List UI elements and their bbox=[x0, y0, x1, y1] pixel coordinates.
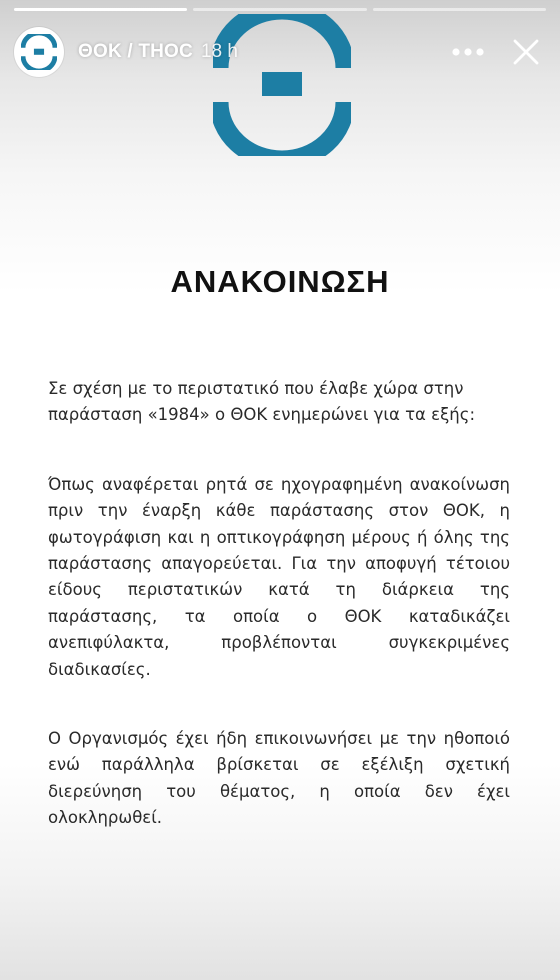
post-time: 18 h bbox=[200, 41, 238, 62]
more-options-button[interactable] bbox=[446, 30, 490, 74]
progress-segment bbox=[14, 8, 187, 11]
announcement-paragraph: Όπως αναφέρεται ρητά σε ηχογραφημένη ανακοίνωση πριν την έναρξη κάθε παράστασης στον ΘΟΚ, η φωτογράφιση και η οπτικογράφηση μέρους ή όλης της παράστασης απαγορεύεται. Για την αποφυγή τέτοιου είδους περιστατικών κατά τη διάρκεια της παράστασης, τα οποία ο ΘΟΚ καταδικάζει ανεπιφύλακτα, προβλέπονται συγκεκριμένες διαδικασίες. bbox=[48, 474, 510, 679]
progress-segment bbox=[373, 8, 546, 11]
story-progress bbox=[14, 8, 546, 11]
announcement-body bbox=[48, 376, 510, 832]
thoc-logo-icon bbox=[21, 34, 57, 70]
avatar[interactable] bbox=[14, 27, 64, 77]
close-icon bbox=[512, 38, 540, 66]
story-header bbox=[14, 26, 546, 78]
account-name[interactable]: ΘΟΚ / THOC bbox=[78, 41, 193, 62]
announcement-title: ΑΝΑΚΟΙΝΩΣΗ bbox=[170, 264, 390, 299]
progress-segment bbox=[193, 8, 366, 11]
announcement-paragraph: Ο Οργανισμός έχει ήδη επικοινωνήσει με την ηθοποιό ενώ παράλληλα βρίσκεται σε εξέλιξη σχετική διερεύνηση του θέματος, η οποία δεν έχει ολοκληρωθεί. bbox=[48, 729, 510, 828]
progress-fill bbox=[14, 8, 187, 11]
close-button[interactable] bbox=[506, 32, 546, 72]
more-dots-icon bbox=[451, 47, 485, 57]
announcement-paragraph: Σε σχέση με το περιστατικό που έλαβε χώρα στην παράσταση «1984» ο ΘΟΚ ενημερώνει για τα εξής: bbox=[48, 379, 476, 425]
